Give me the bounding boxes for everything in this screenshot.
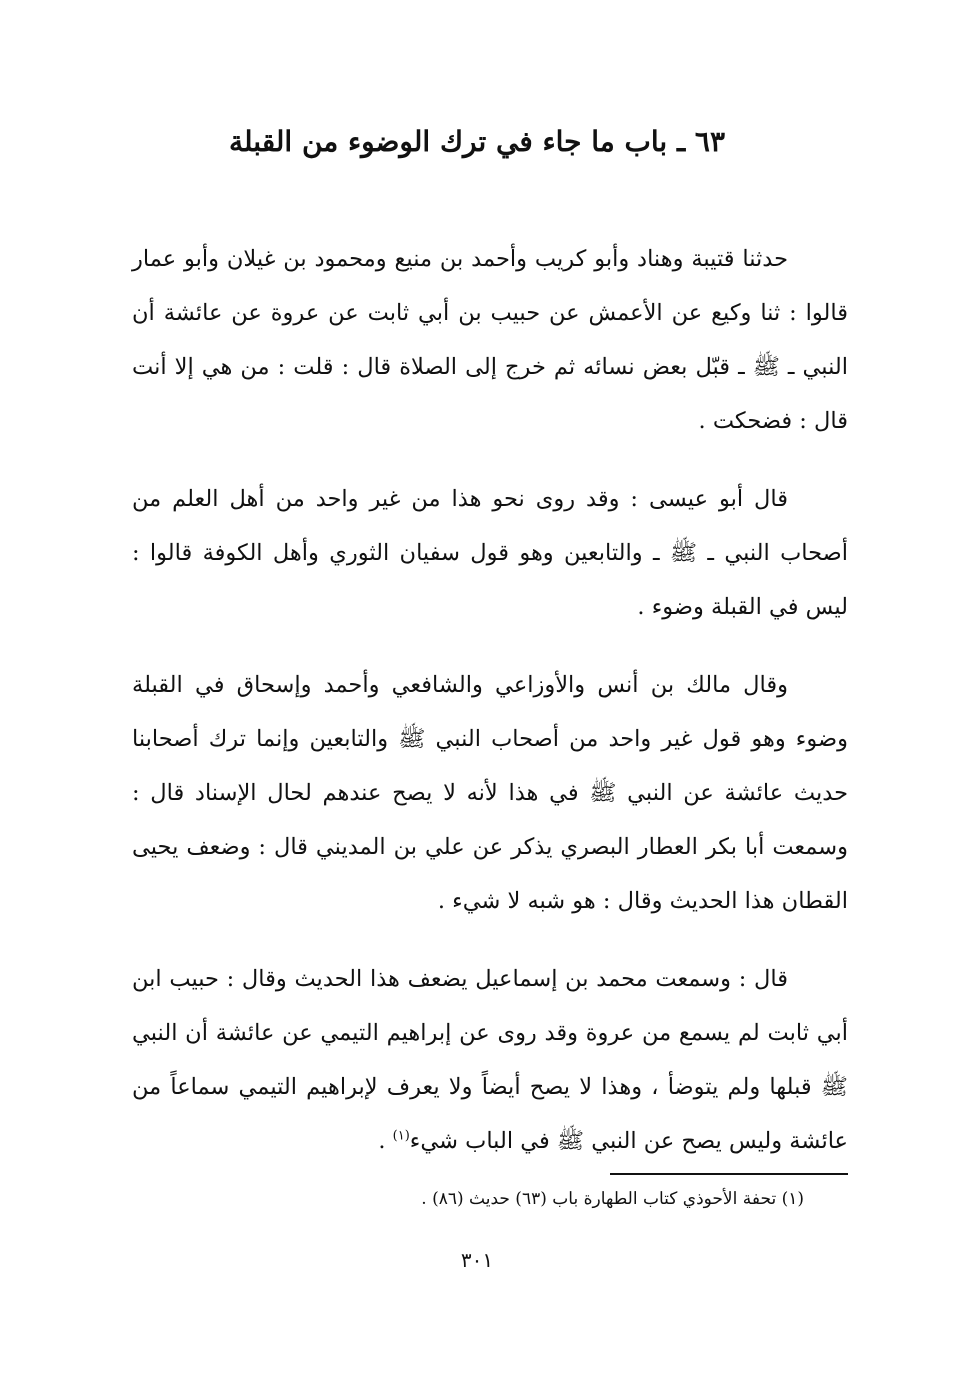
paragraph-4-text: قال : وسمعت محمد بن إسماعيل يضعف هذا الحديث وقال : حبيب ابن أبي ثابت لم يسمع من عروة وقد روى عن إبراهيم التيمي عن عائشة أن النبي ﷺ قبلها ولم يتوضأ ، وهذا لا يصح أيضاً ولا يعرف لإبراهيم التيمي سماعاً من عائشة وليس يصح عن النبي ﷺ في الباب شيء — [132, 966, 848, 1154]
paragraph-1: حدثنا قتيبة وهناد وأبو كريب وأحمد بن منيع ومحمود بن غيلان وأبو عمار قالوا : ثنا وكيع عن الأعمش عن حبيب بن أبي ثابت عن عروة عن عائشة أن النبي ـ ﷺ ـ قبّل بعض نسائه ثم خرج إلى الصلاة قال : قلت : من هي إلا أنت قال : فضحكت . — [132, 246, 848, 434]
footnote: (١) تحفة الأحوذي كتاب الطهارة باب (٦٣) حديث (٨٦) . — [421, 1189, 804, 1209]
paragraph-2: قال أبو عيسى : وقد روى نحو هذا من غير واحد من أهل العلم من أصحاب النبي ـ ﷺ ـ والتابعين وهو قول سفيان الثوري وأهل الكوفة قالوا : ليس في القبلة وضوء . — [132, 486, 848, 620]
main-text — [132, 232, 848, 1192]
paragraph-3: وقال مالك بن أنس والأوزاعي والشافعي وأحمد وإسحاق في القبلة وضوء وهو قول غير واحد من أصحاب النبي ﷺ والتابعين وإنما ترك أصحابنا حديث عائشة عن النبي ﷺ في هذا لأنه لا يصح عندهم لحال الإسناد قال : وسمعت أبا بكر العطار البصري يذكر عن علي بن المديني قال : وضعف يحيى القطان هذا الحديث وقال : هو شبه لا شيء . — [132, 672, 848, 914]
chapter-title: ٦٣ ـ باب ما جاء في ترك الوضوء من القبلة — [229, 125, 725, 158]
paragraph-4 — [132, 952, 848, 1168]
footnote-divider — [610, 1173, 848, 1175]
paragraph-4-end: . — [378, 1128, 393, 1154]
page-number: ٣٠١ — [460, 1248, 494, 1272]
footnote-marker: (١) — [392, 1128, 410, 1144]
